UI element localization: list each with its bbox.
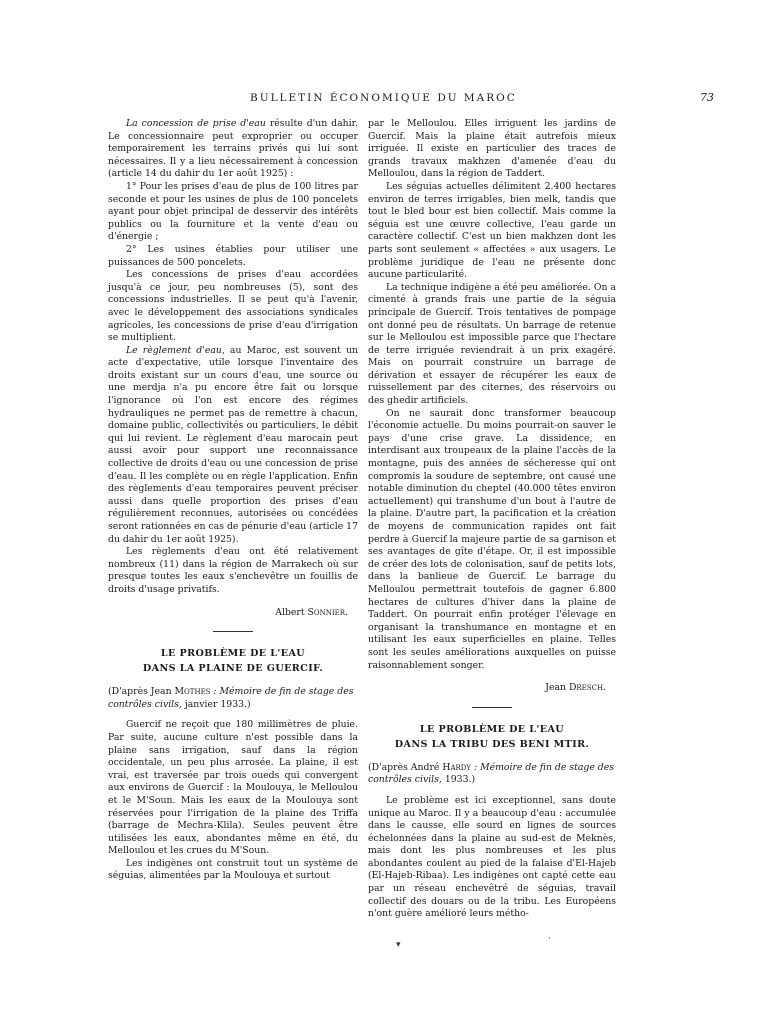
print-speck: ▾ bbox=[396, 940, 401, 950]
section-divider bbox=[213, 631, 253, 632]
emphasis: Le règlement d'eau bbox=[126, 344, 222, 356]
emphasis: La concession de prise d'eau bbox=[126, 118, 266, 129]
paragraph: Les règlements d'eau ont été relativement nombreux (11) dans la région de Marrakech où sur presque toutes les eaux s'enchevêtre un fouillis de droits d'usage privatifs. bbox=[108, 546, 358, 595]
paragraph: Guercif ne reçoit que 180 millimètres de pluie. Par suite, aucune culture n'est possible dans la plaine sans irrigation, sauf dans la région occidentale, un peu plus arrosée. La plaine, il est vrai, est traversée par trois oueds qui convergent aux environs de Guercif : la Moulouya, le Melloulou et le M'Soun. Mais les eaux de la Moulouya sont réservées pour l'irrigation de la plaine des Triffa (barrage de Mechra-Klila). Seules peuvent être utilisées les eaux, abondantes même en été, du Melloulou et les crues du M'Soun. bbox=[108, 719, 358, 857]
right-column bbox=[368, 118, 616, 921]
page-number: 73 bbox=[700, 91, 714, 104]
paragraph bbox=[108, 345, 358, 547]
paragraph: par le Melloulou. Elles irriguent les jardins de Guercif. Mais la plaine était autrefois mieux irriguée. Il existe en particulier des traces de grands travaux makhzen d'amenée d'eau du Melloulou, dans la région de Taddert. bbox=[368, 118, 616, 180]
print-speck: · bbox=[548, 934, 551, 944]
author-signature: Jean Dresch. bbox=[545, 682, 606, 694]
author-signature: Albert Sonnier. bbox=[275, 606, 348, 618]
paragraph: Les séguias actuelles délimitent 2.400 hectares environ de terres irrigables, bien melk, tandis que tout le bled bour est bien collectif. Mais comme la séguia est une œuvre collective, l'eau garde un caractère collectif. C'est un bien makhzen dont les parts sont seulement « affectées » aux usagers. Le problème juridique de l'eau ne présente donc aucune particularité. bbox=[368, 180, 616, 281]
article-source: (D'après André Hardy : Mémoire de fin de stage des contrôles civils, 1933.) bbox=[368, 761, 615, 786]
article-source: (D'après Jean Mothes : Mémoire de fin de stage des contrôles civils, janvier 1933.) bbox=[108, 686, 354, 710]
paragraph: On ne saurait donc transformer beaucoup l'économie actuelle. Du moins pourrait-on sauver le pays d'une crise grave. La dissidence, en interdisant aux troupeaux de la plaine l'accès de la montagne, puis des années de sécheresse qui ont compromis la soudure de septembre, ont causé une notable diminution du cheptel (40.000 têtes environ actuellement) qui transhume d'un bout à l'autre de la plaine. D'autre part, la pacification et la création de moyens de communication rapides ont fait perdre à Guercif la majeure partie de sa garnison et ses avantages de gîte d'étape. Or, il est impossible de créer des lots de colonisation, sauf de petits lots, dans la banlieue de Guercif. Le barrage du Melloulou permettrait toutefois de gagner 6.800 hectares de cultures d'hiver dans la plaine de Taddert. On pourrait enfin protéger l'élevage en organisant la transhumance en montagne et en utilisant les eaux superficielles en plaine. Telles sont les seules améliorations auxquelles on puisse raisonnablement songer. bbox=[368, 407, 616, 671]
paragraph bbox=[108, 118, 358, 181]
article-title: LE PROBLÈME DE L'EAU DANS LA PLAINE DE GUERCIF. bbox=[142, 648, 324, 675]
paragraph-text: , au Maroc, est souvent un acte d'expectative, utile lorsque l'inventaire des droits existant sur un cours d'eau, une source ou une merdja n'a pu encore être fait ou lorsque l'ignorance où l'on est encore des régimes hydrauliques ne permet pas de remettre à chacun, domaine public, collectivités ou particuliers, le débit qui lui revient. Le règlement d'eau marocain peut aussi avoir pour support une reconnaissance collective de droits d'eau ou une concession de prise d'eau. Il les complète ou en règle l'application. Enfin des règlements d'eau temporaires peuvent préciser aussi dans quelle proportion des prises d'eau régulièrement reconnues, autorisées ou concédées seront rationnées en cas de pénurie d'eau (article 17 du dahir du 1er août 1925). bbox=[108, 344, 358, 545]
paragraph: Les concessions de prises d'eau accordées jusqu'à ce jour, peu nombreuses (5), sont des concessions industrielles. Il se peut qu'à l'avenir, avec le développement des associations syndicales agricoles, les concessions de prise d'eau d'irrigation se multiplient. bbox=[108, 269, 358, 344]
running-head: BULLETIN ÉCONOMIQUE DU MAROC bbox=[250, 92, 517, 104]
paragraph: 1° Pour les prises d'eau de plus de 100 litres par seconde et pour les usines de plus de 100 poncelets ayant pour objet principal de desservir des intérêts publics ou la fourniture et la vente d'eau ou d'énergie ; bbox=[108, 180, 358, 243]
paragraph: La technique indigène a été peu améliorée. On a cimenté à grands frais une partie de la séguia principale de Guercif. Trois tentatives de pompage ont donné peu de résultats. Un barrage de retenue sur le Melloulou est impossible parce que l'hectare de terre irriguée reviendrait à un prix exagéré. Mais on pourrait construire un barrage de dérivation et essayer de récupérer les eaux de ruissellement par des citernes, des réservoirs ou des ghedir artificiels. bbox=[368, 281, 616, 407]
paragraph: Le problème est ici exceptionnel, sans doute unique au Maroc. Il y a beaucoup d'eau : accumulée dans le causse, elle sourd en lignes de sources échelonnées dans la plaine au sud-est de Meknès, mais dont les plus nombreuses et les plus abondantes coulent au pied de la falaise d'El-Hajeb (El-Hajeb-Ribaa). Les indigènes ont capté cette eau par un réseau enchevêtré de séguias, travail collectif des douars ou de la tribu. Les Européens n'ont guère amélioré leurs métho- bbox=[368, 794, 616, 920]
paragraph: Les indigènes ont construit tout un système de séguias, alimentées par la Moulouya et surtout bbox=[108, 857, 358, 882]
article-title: LE PROBLÈME DE L'EAU DANS LA TRIBU DES BENI MTIR. bbox=[394, 723, 590, 750]
section-divider bbox=[472, 707, 512, 708]
paragraph: 2° Les usines établies pour utiliser une puissances de 500 poncelets. bbox=[108, 243, 358, 268]
paragraph-text: résulte d'un dahir. Le concessionnaire peut exproprier ou occuper temporairement les terrains privés qui lui sont nécessaires. Il y a lieu nécessairement à concession (article 14 du dahir du 1er août 1925) : bbox=[108, 118, 358, 180]
left-column bbox=[108, 118, 358, 883]
